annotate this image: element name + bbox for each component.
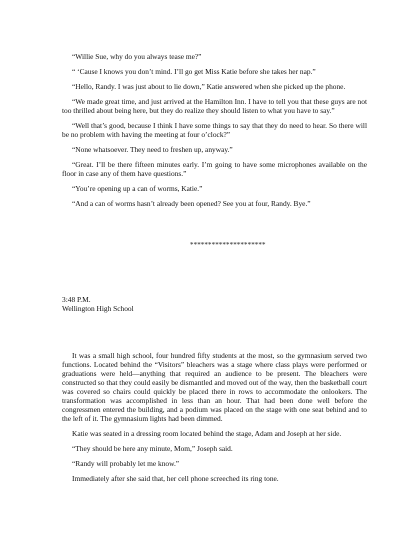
paragraph: “They should be here any minute, Mom,” Joseph said. xyxy=(72,444,233,453)
paragraph: “Great. I’ll be there fifteen minutes early. I’m going to have some microphones available on the floor in case any of them have questions.” xyxy=(62,160,367,178)
scene-time: 3:48 P.M. xyxy=(62,295,91,304)
paragraph: Immediately after she said that, her cell phone screeched its ring tone. xyxy=(72,474,279,483)
paragraph: “ ‘Cause I knows you don’t mind. I’ll go get Miss Katie before she takes her nap.” xyxy=(72,67,316,76)
paragraph: “Well that’s good, because I think I have some things to say that they do need to hear. So there will be no problem with having the meeting at four o’clock?” xyxy=(62,121,367,139)
narrative-section xyxy=(62,351,367,489)
paragraph: “None whatsoever. They need to freshen up, anyway.” xyxy=(72,145,233,154)
paragraph: “And a can of worms hasn’t already been opened? See you at four, Randy. Bye.” xyxy=(72,199,311,208)
paragraph: “We made great time, and just arrived at the Hamilton Inn. I have to tell you that these guys are not too thrilled about being here, but they do realize they should listen to what you have to say.” xyxy=(62,97,367,115)
section-separator: ********************* xyxy=(190,241,266,249)
scene-heading xyxy=(62,295,367,313)
paragraph: “Randy will probably let me know.” xyxy=(72,459,180,468)
paragraph: “Willie Sue, why do you always tease me?” xyxy=(72,52,202,61)
scene-location: Wellington High School xyxy=(62,304,134,313)
dialogue-section xyxy=(62,52,367,214)
paragraph: Katie was seated in a dressing room located behind the stage, Adam and Joseph at her side. xyxy=(72,429,342,438)
paragraph: “Hello, Randy. I was just about to lie down,” Katie answered when she picked up the phone. xyxy=(72,82,346,91)
paragraph: It was a small high school, four hundred fifty students at the most, so the gymnasium served two functions. Located behind the “Visitors” bleachers was a stage where class plays were performed or graduations were held—anything that required an audience to be present. The bleachers were constructed so that they could easily be dismantled and moved out of the way, then the basketball court was covered so chairs could quickly be placed there in rows to accommodate the onlookers. The transformation was accomplished in less than an hour. That had been done well before the congressmen entered the building, and a podium was placed on the stage with one seat behind and to the left of it. The gymnasium lights had been dimmed. xyxy=(62,351,367,423)
paragraph: “You’re opening up a can of worms, Katie.” xyxy=(72,184,203,193)
